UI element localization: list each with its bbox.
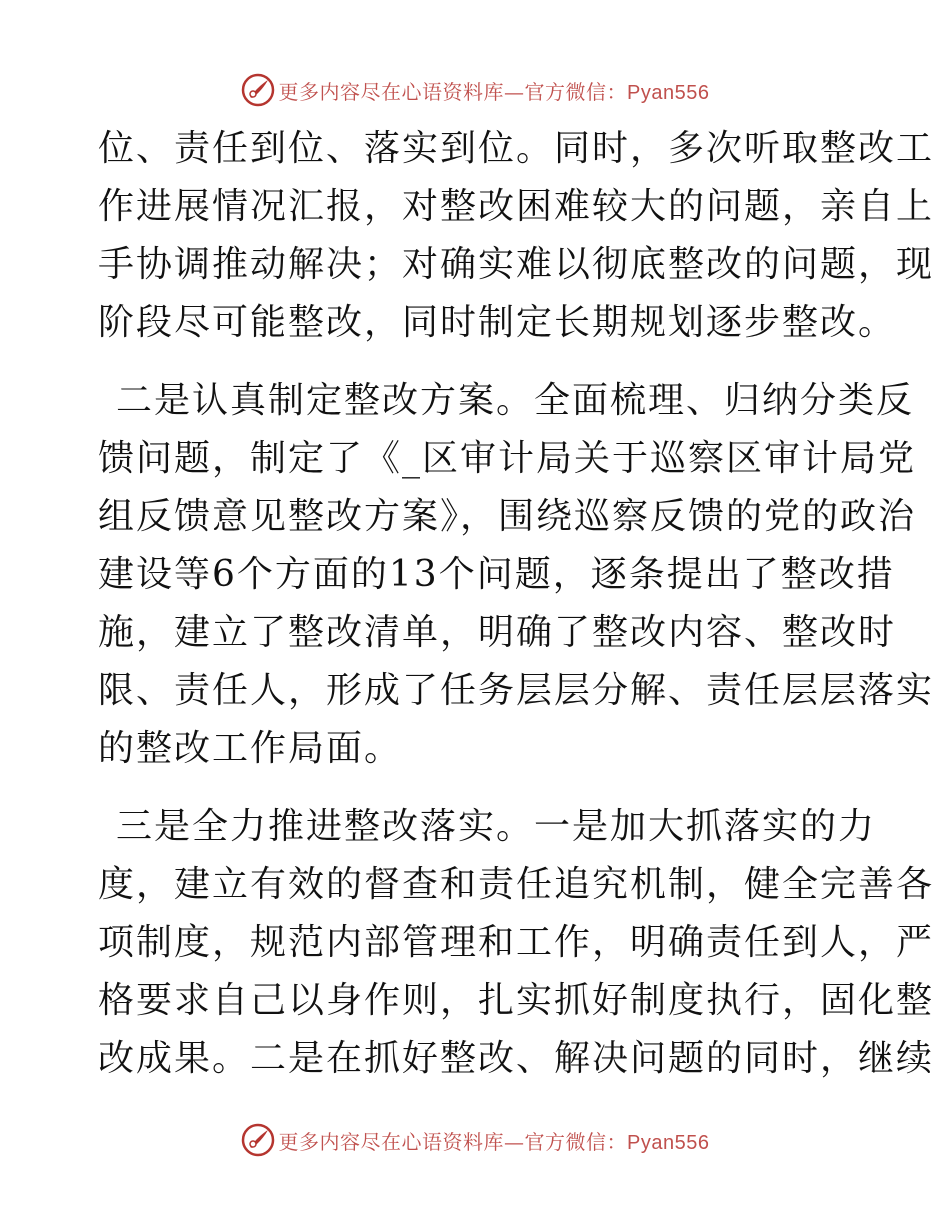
text-line: 的整改工作局面。: [98, 728, 403, 769]
paragraph-1: [98, 120, 935, 352]
paragraph-3: [98, 798, 935, 1088]
paragraph-2: [98, 372, 935, 778]
text-line: 建设等6个方面的13个问题，逐条提出了整改措: [98, 554, 895, 595]
banner-label: 更多内容尽在心语资料库—官方微信：: [278, 79, 628, 104]
text-line: 手协调推动解决；对确实难以彻底整改的问题，现: [98, 244, 935, 285]
quill-logo-icon: [241, 1123, 275, 1157]
wechat-id: Pyan556: [627, 81, 710, 104]
text-line: 改成果。二是在抓好整改、解决问题的同时，继续: [98, 1038, 935, 1079]
text-line: 三是全力推进整改落实。一是加大抓落实的力: [116, 806, 877, 847]
banner-text: [279, 1126, 710, 1155]
banner-label: 更多内容尽在心语资料库—官方微信：: [278, 1129, 628, 1154]
text-line: 项制度，规范内部管理和工作，明确责任到人，严: [98, 922, 935, 963]
text-line: 位、责任到位、落实到位。同时，多次听取整改工: [98, 128, 935, 169]
text-line: 馈问题，制定了《_区审计局关于巡察区审计局党: [98, 438, 917, 479]
text-line: 限、责任人，形成了任务层层分解、责任层层落实: [98, 670, 935, 711]
text-line: 组反馈意见整改方案》，围绕巡察反馈的党的政治: [98, 496, 917, 537]
text-line: 作进展情况汇报，对整改困难较大的问题，亲自上: [98, 186, 935, 227]
text-line: 格要求自己以身作则，扎实抓好制度执行，固化整: [98, 980, 935, 1021]
footer-banner: [0, 1120, 950, 1160]
quill-logo-icon: [241, 73, 275, 107]
header-banner: [0, 70, 950, 110]
text-line: 阶段尽可能整改，同时制定长期规划逐步整改。: [98, 302, 897, 343]
banner-text: [279, 76, 710, 105]
text-line: 度，建立有效的督查和责任追究机制，健全完善各: [98, 864, 935, 905]
text-line: 二是认真制定整改方案。全面梳理、归纳分类反: [116, 380, 915, 421]
text-line: 施，建立了整改清单，明确了整改内容、整改时: [98, 612, 897, 653]
document-body: [98, 120, 935, 1088]
wechat-id: Pyan556: [627, 1131, 710, 1154]
